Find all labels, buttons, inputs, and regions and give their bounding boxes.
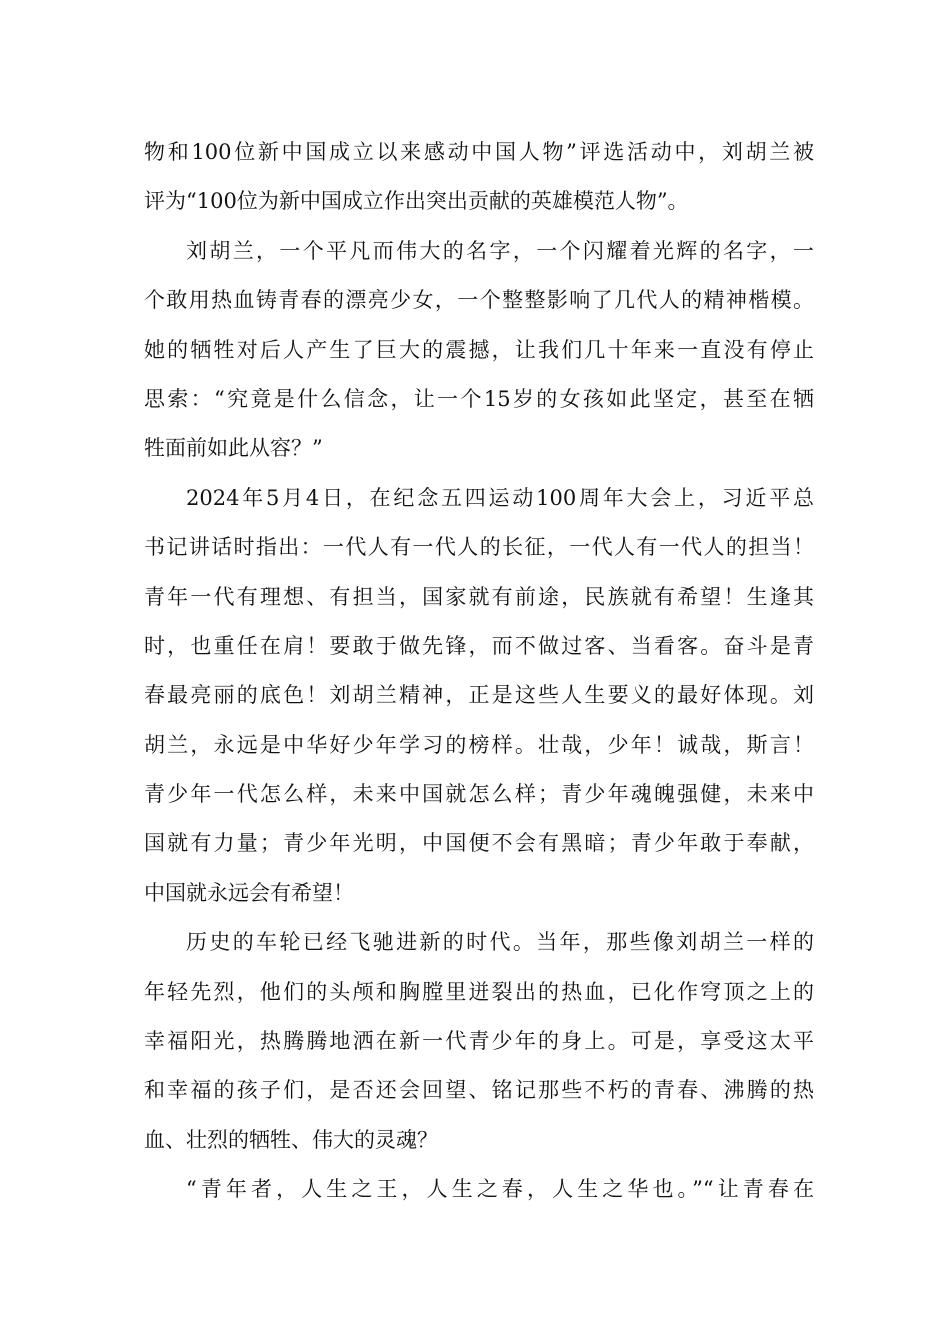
paragraph-first-line: 历史的车轮已经飞驰进新的时代。当年，那些像刘胡兰一样的 (186, 930, 814, 955)
text-line: 思索：“究竟是什么信念，让一个15岁的女孩如此坚定，甚至在牺 (144, 386, 814, 411)
text-line: 青年一代有理想、有担当，国家就有前途，民族就有希望！生逢其 (144, 584, 814, 609)
text-line: 和幸福的孩子们，是否还会回望、铭记那些不朽的青春、沸腾的热 (144, 1078, 814, 1103)
text-line: 时，也重任在肩！要敢于做先锋，而不做过客、当看客。奋斗是青 (144, 633, 814, 658)
text-line: 幸福阳光，热腾腾地洒在新一代青少年的身上。可是，享受这太平 (144, 1029, 814, 1054)
paragraph-first-line: “青年者，人生之王，人生之春，人生之华也。”“让青春在 (186, 1177, 814, 1202)
text-line: 血、壮烈的牺牲、伟大的灵魂？ (144, 1127, 438, 1152)
text-line: 青少年一代怎么样，未来中国就怎么样；青少年魂魄强健，未来中 (144, 782, 814, 807)
text-line: 评为“100位为新中国成立作出突出贡献的英雄模范人物”。 (144, 189, 689, 214)
text-line: 国就有力量；青少年光明，中国便不会有黑暗；青少年敢于奉献， (144, 831, 814, 856)
text-line: 牲面前如此从容？” (144, 436, 323, 461)
text-line: 春最亮丽的底色！刘胡兰精神，正是这些人生要义的最好体现。刘 (144, 683, 814, 708)
text-line: 她的牺牲对后人产生了巨大的震撼，让我们几十年来一直没有停止 (144, 337, 814, 362)
text-line: 个敢用热血铸青春的漂亮少女，一个整整影响了几代人的精神楷模。 (144, 288, 814, 313)
text-line: 年轻先烈，他们的头颅和胸膛里迸裂出的热血，已化作穹顶之上的 (144, 979, 814, 1004)
text-line: 书记讲话时指出：一代人有一代人的长征，一代人有一代人的担当！ (144, 535, 814, 560)
text-line: 物和100位新中国成立以来感动中国人物”评选活动中，刘胡兰被 (144, 140, 814, 164)
document-body (144, 128, 814, 1215)
paragraph-first-line: 刘胡兰，一个平凡而伟大的名字，一个闪耀着光辉的名字，一 (186, 238, 814, 263)
text-line: 胡兰，永远是中华好少年学习的榜样。壮哉，少年！诚哉，斯言！ (144, 732, 814, 757)
paragraph-first-line: 2024年5月4日，在纪念五四运动100周年大会上，习近平总 (186, 485, 814, 510)
text-line: 中国就永远会有希望！ (144, 880, 354, 905)
